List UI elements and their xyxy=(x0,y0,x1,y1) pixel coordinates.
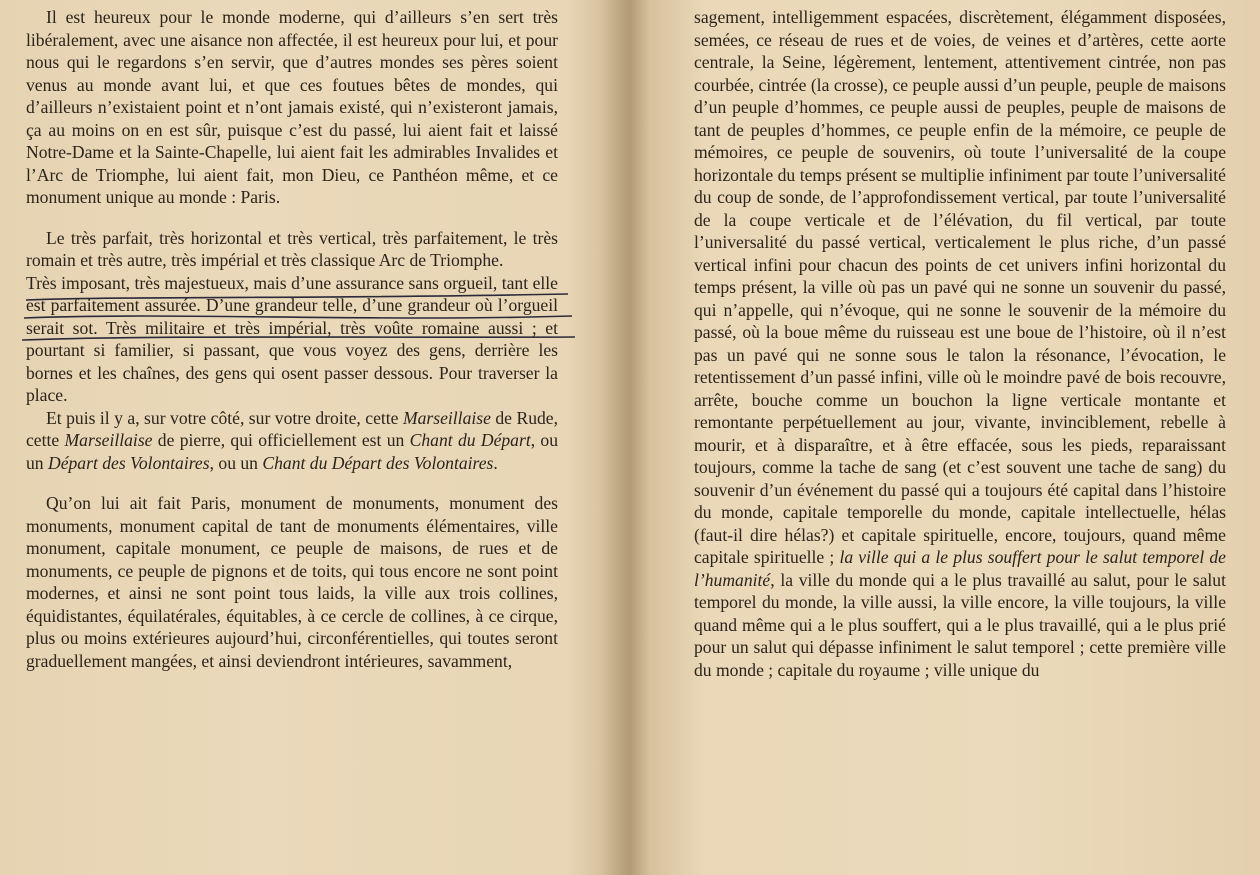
paragraph-paris-monument: Qu’on lui ait fait Paris, monument de monuments, monument des monuments, monument capital de tant de monuments élémentaires, ville monument, capitale monument, ce peuple de maisons, de rues et de monuments, ce peuple de pignons et de toits, qui tous encore ne sont point modernes, et ainsi ne sont point tous laids, la ville aux trois collines, équidistantes, équilatérales, équitables, à ce cercle de collines, à ce cirque, plus ou moins extérieures aujourd’hui, circonférentielles, qui toutes seront graduellement mangées, et ainsi deviendront intérieures, savamment, xyxy=(26,493,558,671)
right-page xyxy=(630,0,1260,875)
left-page-text xyxy=(26,6,558,672)
right-page-text xyxy=(694,6,1226,681)
left-page xyxy=(0,0,625,875)
paragraph-tres-imposant: Très imposant, très majestueux, mais d’une assurance sans orgueil, tant elle est parfaitement assurée. D’une grandeur telle, d’une grandeur où l’orgueil serait sot. Très militaire et très impérial, très voûte romaine aussi ; et pourtant si familier, si passant, que vous voyez des gens, derrière les bornes et les chaînes, des gens qui osent passer dessous. Pour traverser la place. xyxy=(26,272,558,405)
paragraph-arc-de-triomphe: Le très parfait, très horizontal et très vertical, très parfaitement, le très romain et très autre, très impérial et très classique Arc de Triomphe. xyxy=(26,227,558,270)
paragraph-marseillaise: Et puis il y a, sur votre côté, sur votre droite, cette Marseillaise de Rude, cette Marseillaise de pierre, qui officiellement est un Chant du Départ, ou un Départ des Volontaires, ou un Chant du Départ des Volontaires. xyxy=(26,407,559,473)
paragraph-monde-moderne: Il est heureux pour le monde moderne, qui d’ailleurs s’en sert très libéralement, avec une aisance non affectée, il est heureux pour lui, et pour nous qui le regardons s’en servir, que d’autres mondes ses pères soient venus au monde avant lui, et que ces foutues bêtes de mondes, qui d’ailleurs n’existaient point et n’ont jamais existé, qui n’existeront jamais, ça au moins on en est sûr, puisque c’est du passé, lui aient fait et laissé Notre-Dame et la Sainte-Chapelle, lui aient fait les admirables Invalides et l’Arc de Triomphe, lui aient fait, mon Dieu, ce Panthéon même, et ce monument unique au monde : Paris. xyxy=(26,7,558,207)
paragraph-paris-continued: sagement, intelligemment espacées, discrètement, élégamment disposées, semées, ce réseau de rues et de voies, de veines et d’artères, cette aorte centrale, la Seine, légèrement, lentement, attentivement cintrée, non pas courbée, cintrée (la crosse), ce peuple aussi d’un peuple, peuple de maisons d’un peuple d’hommes, ce peuple aussi de peuples, peuple de maisons de tant de peuples d’hommes, ce peuple enfin de la mémoire, ce peuple de mémoires, ce peuple de souvenirs, où toute l’universalité de la coupe horizontale du temps présent se multiplie infiniment par toute l’universalité du coup de sonde, de l’approfondissement vertical, par toute l’universalité de la coupe verticale et de l’élévation, du fil vertical, par toute l’universalité du passé vertical, verticalement le plus riche, d’un passé vertical infini pour chacun des points de cet univers infini horizontal du temps présent, la ville où pas un pavé qui ne sonne un souvenir du passé, qui n’appelle, qui n’évoque, qui ne sonne le souvenir de la mémoire du passé, où la boue même du ruisseau est une boue de l’histoire, où il n’est pas un pavé qui ne sonne sous le talon la résonance, l’évocation, le retentissement d’un passé infini, ville où le moindre pavé de bois recouvre, arrête, bouche comme un bouchon la ligne verticale montante et remontante perpétuellement au jour, vivante, invinciblement, rebelle à mourir, et à disparaître, et à être effacée, sous les pieds, reparaissant toujours, comme la tache de sang (et c’est souvent une tache de sang) du souvenir d’un événement du passé qui a toujours été capital dans l’histoire du monde, capitale temporelle du monde, capitale intellectuelle, hélas (faut-il dire hélas?) et capitale spirituelle, encore, toujours, quand même capitale spirituelle ; la ville qui a le plus souffert pour le salut temporel de l’humanité, la ville du monde qui a le plus travaillé au salut, pour le salut temporel du monde, la ville aussi, la ville encore, la ville toujours, la ville quand même qui a le plus souffert, qui a le plus travaillé, qui a le plus prié pour un salut qui dépasse infiniment le salut temporel ; cette première ville du monde ; capitale du royaume ; ville unique du xyxy=(694,7,1226,680)
